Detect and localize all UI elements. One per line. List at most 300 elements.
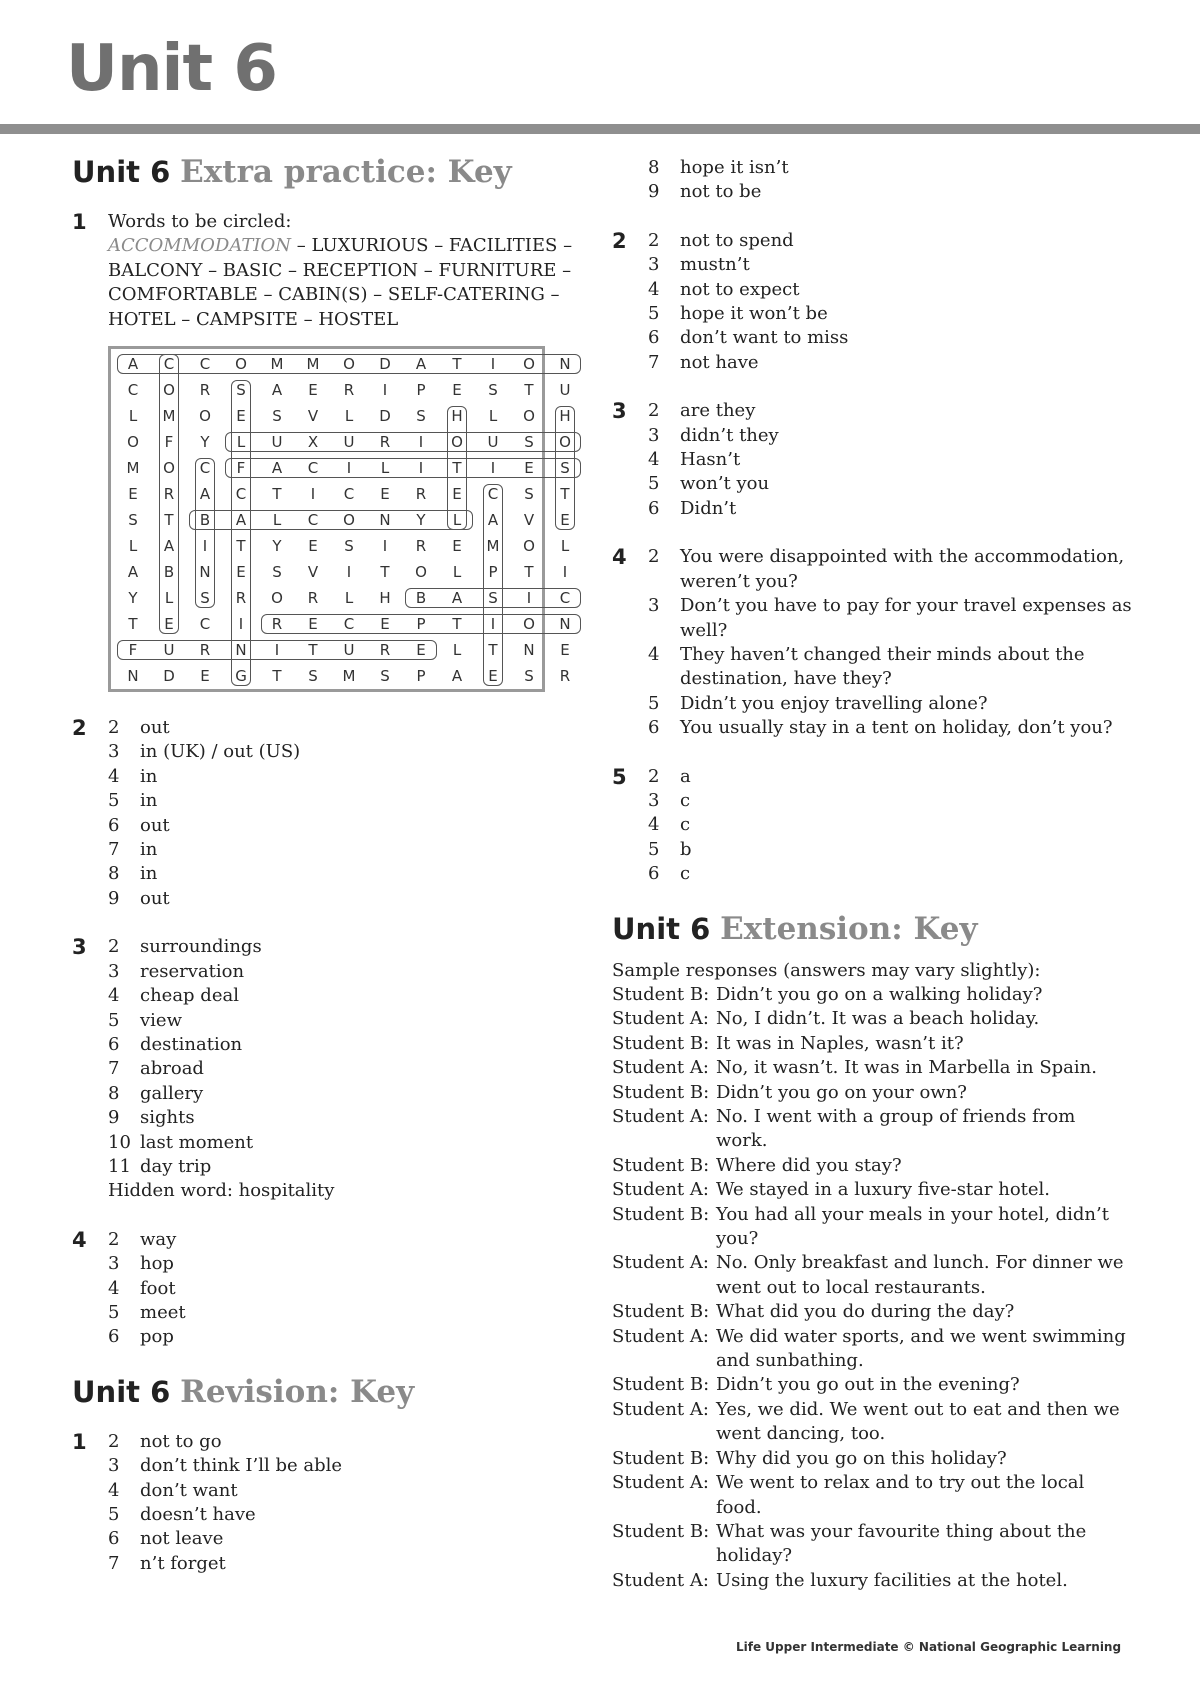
item-text: hope it isn’t xyxy=(680,157,789,178)
grid-letter: T xyxy=(128,615,138,634)
dialogue-line xyxy=(612,1081,1132,1105)
item-text: in xyxy=(140,765,158,787)
dialogue-line xyxy=(612,1251,1132,1300)
answer-list xyxy=(648,545,1132,740)
grid-letter: B xyxy=(163,563,175,582)
circled-words xyxy=(108,234,588,332)
item-text: don’t think I’ll be able xyxy=(140,1455,343,1477)
grid-letter: H xyxy=(451,407,463,426)
answer-item xyxy=(108,1082,592,1106)
dialogue-line xyxy=(612,983,1132,1007)
item-text: in xyxy=(140,839,158,861)
answer-item xyxy=(648,156,1132,180)
item-text: destination xyxy=(140,1033,243,1055)
answer-item xyxy=(648,351,1132,375)
answer-item xyxy=(648,180,1132,204)
grid-letter: E xyxy=(236,407,246,426)
grid-letter: E xyxy=(308,615,318,634)
item-text: day trip xyxy=(140,1155,212,1177)
extension-title: Extension: Key xyxy=(720,910,978,947)
word-outline xyxy=(483,484,503,686)
grid-letter: S xyxy=(488,589,498,608)
grid-letter: S xyxy=(236,381,246,400)
left-column xyxy=(72,150,592,1600)
grid-letter: M xyxy=(126,459,140,478)
item-number: 7 xyxy=(108,1058,120,1080)
extra-unit-label: Unit 6 xyxy=(72,155,171,189)
dialogue-line xyxy=(612,1105,1132,1154)
answer-item xyxy=(648,302,1132,326)
grid-letter: S xyxy=(344,537,354,556)
item-text: hop xyxy=(140,1253,174,1275)
item-number: 3 xyxy=(648,254,660,276)
answer-item xyxy=(108,1325,592,1349)
answer-item xyxy=(108,1479,592,1503)
grid-letter: R xyxy=(235,589,247,608)
item-number: 2 xyxy=(648,400,660,422)
item-text: are they xyxy=(680,400,756,422)
answer-item xyxy=(108,716,592,740)
right-column xyxy=(612,150,1132,1593)
answer-item xyxy=(108,1106,592,1130)
extra-exercise-4 xyxy=(72,1228,592,1350)
grid-letter: I xyxy=(382,537,388,556)
dialogue-text: Didn’t you go on a walking holiday? xyxy=(716,983,1043,1005)
item-number: 8 xyxy=(108,863,120,885)
answer-item xyxy=(108,960,592,984)
item-text: cheap deal xyxy=(140,985,239,1007)
grid-letter: O xyxy=(415,563,427,582)
answer-item xyxy=(108,984,592,1008)
grid-letter: I xyxy=(310,485,316,504)
hidden-word: Hidden word: hospitality xyxy=(108,1180,335,1202)
dialogue-line xyxy=(612,1447,1132,1471)
speaker: Student A: xyxy=(612,1569,709,1591)
grid-letter: A xyxy=(235,511,247,530)
extra-exercise-1 xyxy=(72,210,592,692)
revision-unit-label: Unit 6 xyxy=(72,1374,171,1409)
item-text: out xyxy=(140,887,170,909)
grid-letter: A xyxy=(487,511,499,530)
answer-item xyxy=(108,935,592,959)
item-number: 2 xyxy=(108,1228,120,1250)
item-number: 2 xyxy=(108,1430,120,1452)
grid-letter: E xyxy=(452,381,462,400)
page-title: Unit 6 xyxy=(66,32,277,106)
item-number: 4 xyxy=(108,765,120,787)
dialogue-text: Didn’t you go on your own? xyxy=(716,1081,967,1103)
item-text: won’t you xyxy=(680,473,770,495)
item-number: 3 xyxy=(108,741,120,763)
grid-letter: F xyxy=(128,641,138,660)
grid-letter: X xyxy=(307,433,319,452)
grid-letter: L xyxy=(452,563,462,582)
extension-unit-label: Unit 6 xyxy=(612,911,711,946)
grid-letter: M xyxy=(162,407,176,426)
exercise-number: 4 xyxy=(72,1227,87,1252)
grid-letter: O xyxy=(343,355,355,374)
exercise-number: 3 xyxy=(72,935,87,960)
item-number: 4 xyxy=(108,1479,120,1501)
exercise-number: 1 xyxy=(72,1429,87,1454)
item-text: not have xyxy=(680,351,759,373)
grid-letter: S xyxy=(524,433,534,452)
grid-letter: O xyxy=(163,459,175,478)
answer-item xyxy=(648,472,1132,496)
grid-letter: H xyxy=(559,407,571,426)
grid-letter: D xyxy=(163,667,175,686)
dialogue-text: You had all your meals in your hotel, didn’t you? xyxy=(716,1203,1109,1250)
item-number: 3 xyxy=(648,789,660,811)
grid-letter: C xyxy=(163,355,175,374)
word-outline xyxy=(447,406,467,530)
answer-item xyxy=(648,424,1132,448)
grid-letter: E xyxy=(380,615,390,634)
grid-letter: S xyxy=(524,667,534,686)
grid-letter: L xyxy=(452,641,462,660)
item-number: 5 xyxy=(108,1301,120,1323)
grid-letter: E xyxy=(308,537,318,556)
speaker: Student A: xyxy=(612,1398,709,1420)
grid-letter: T xyxy=(560,485,570,504)
answer-item xyxy=(648,545,1132,594)
dialogue-text: It was in Naples, wasn’t it? xyxy=(716,1032,964,1054)
grid-letter: R xyxy=(415,485,427,504)
answer-item xyxy=(108,1228,592,1252)
grid-letter: I xyxy=(526,589,532,608)
revision-heading xyxy=(72,1370,592,1414)
grid-letter: U xyxy=(559,381,571,400)
item-text: c xyxy=(680,789,691,811)
speaker: Student B: xyxy=(612,1374,710,1396)
item-text: hope it won’t be xyxy=(680,303,828,325)
grid-letter: B xyxy=(415,589,427,608)
dialogue-line xyxy=(612,1154,1132,1178)
answer-list xyxy=(648,399,1132,521)
dialogue-text: Didn’t you go out in the evening? xyxy=(716,1374,1020,1396)
speaker: Student B: xyxy=(612,1447,710,1469)
grid-letter: T xyxy=(272,667,282,686)
word-list: – LUXURIOUS – FACILITIES – BALCONY – BASIC – RECEPTION – FURNITURE – COMFORTABLE – CABIN(S) – SELF-CATERING – HOTEL – CAMPSITE – HOSTEL xyxy=(108,235,573,330)
grid-letter: T xyxy=(308,641,318,660)
grid-letter: D xyxy=(379,355,391,374)
item-number: 2 xyxy=(648,765,660,787)
grid-letter: L xyxy=(344,589,354,608)
answer-item xyxy=(648,643,1132,692)
answer-item xyxy=(108,1131,592,1155)
grid-letter: E xyxy=(164,615,174,634)
dialogue-line xyxy=(612,1471,1132,1520)
grid-letter: T xyxy=(452,615,462,634)
grid-letter: Y xyxy=(272,537,282,556)
grid-letter: R xyxy=(343,381,355,400)
grid-letter: N xyxy=(559,355,571,374)
item-text: b xyxy=(680,838,692,860)
grid-letter: I xyxy=(202,537,208,556)
item-text: didn’t they xyxy=(680,424,779,446)
item-number: 3 xyxy=(108,960,120,982)
grid-letter: C xyxy=(199,459,211,478)
item-number: 7 xyxy=(648,351,660,373)
grid-letter: C xyxy=(307,511,319,530)
word-outline xyxy=(225,432,581,452)
dialogue-line xyxy=(612,1007,1132,1031)
grid-letter: Y xyxy=(416,511,426,530)
grid-letter: E xyxy=(488,667,498,686)
exercise-number: 4 xyxy=(612,545,627,570)
answer-item xyxy=(648,399,1132,423)
answer-item xyxy=(648,326,1132,350)
item-number: 6 xyxy=(648,327,660,349)
word-outline xyxy=(231,380,251,686)
grid-letter: R xyxy=(559,667,571,686)
answer-list xyxy=(648,156,1132,205)
item-number: 5 xyxy=(108,790,120,812)
revision-exercise-4 xyxy=(612,545,1132,740)
answer-item xyxy=(648,229,1132,253)
grid-letter: U xyxy=(487,433,499,452)
grid-letter: M xyxy=(270,355,284,374)
answer-item xyxy=(108,1057,592,1081)
grid-letter: R xyxy=(307,589,319,608)
grid-letter: O xyxy=(451,433,463,452)
grid-letter: L xyxy=(272,511,282,530)
grid-letter: O xyxy=(199,407,211,426)
speaker: Student A: xyxy=(612,1472,709,1494)
answer-item xyxy=(648,862,1132,886)
item-text: don’t want to miss xyxy=(680,327,849,349)
grid-letter: L xyxy=(164,589,174,608)
answer-item xyxy=(108,1430,592,1454)
grid-letter: O xyxy=(235,355,247,374)
item-number: 5 xyxy=(648,692,660,714)
grid-letter: S xyxy=(308,667,318,686)
answer-item xyxy=(108,1527,592,1551)
grid-letter: H xyxy=(379,589,391,608)
answer-item xyxy=(648,448,1132,472)
item-text: pop xyxy=(140,1326,174,1348)
footer-credit: Life Upper Intermediate © National Geographic Learning xyxy=(736,1640,1122,1654)
dialogue-text: We did water sports, and we went swimming and sunbathing. xyxy=(716,1325,1126,1372)
grid-letter: A xyxy=(271,381,283,400)
speaker: Student B: xyxy=(612,1203,710,1225)
grid-letter: O xyxy=(163,381,175,400)
answer-item xyxy=(648,594,1132,643)
word-outline xyxy=(195,458,215,608)
answer-item xyxy=(108,740,592,764)
grid-letter: T xyxy=(272,485,282,504)
dialogue-text: We went to relax and to try out the local food. xyxy=(716,1472,1085,1518)
item-text: not to be xyxy=(680,181,762,203)
grid-letter: C xyxy=(127,381,139,400)
exercise-number: 2 xyxy=(72,716,87,741)
item-number: 4 xyxy=(648,814,660,836)
grid-letter: I xyxy=(238,615,244,634)
revision-title: Revision: Key xyxy=(180,1373,415,1410)
item-number: 6 xyxy=(108,1326,120,1348)
item-number: 5 xyxy=(648,303,660,325)
grid-letter: I xyxy=(490,355,496,374)
item-number: 6 xyxy=(108,1528,120,1550)
word-outline xyxy=(261,614,581,634)
grid-letter: E xyxy=(560,511,570,530)
item-number: 3 xyxy=(108,1455,120,1477)
grid-letter: Y xyxy=(128,589,138,608)
item-text: not to expect xyxy=(680,278,800,300)
answer-list xyxy=(108,1228,592,1350)
grid-letter: L xyxy=(488,407,498,426)
grid-letter: C xyxy=(199,355,211,374)
dialogue-line xyxy=(612,1203,1132,1252)
grid-letter: R xyxy=(199,381,211,400)
grid-letter: O xyxy=(559,433,571,452)
grid-letter: A xyxy=(451,589,463,608)
speaker: Student B: xyxy=(612,1301,710,1323)
grid-letter: I xyxy=(346,563,352,582)
answer-item xyxy=(108,1454,592,1478)
grid-letter: I xyxy=(490,459,496,478)
speaker: Student A: xyxy=(612,1008,709,1030)
answer-item xyxy=(108,862,592,886)
speaker: Student B: xyxy=(612,1154,710,1176)
answer-item xyxy=(648,765,1132,789)
dialogue-text: Why did you go on this holiday? xyxy=(716,1447,1007,1469)
dialogue-text: No, I didn’t. It was a beach holiday. xyxy=(716,1008,1040,1030)
answer-item xyxy=(108,789,592,813)
item-text: Didn’t you enjoy travelling alone? xyxy=(680,692,988,714)
grid-letter: S xyxy=(488,381,498,400)
dialogue-text: No. I went with a group of friends from work. xyxy=(716,1106,1076,1152)
grid-letter: C xyxy=(343,485,355,504)
grid-letter: I xyxy=(382,381,388,400)
speaker: Student A: xyxy=(612,1252,709,1274)
grid-letter: S xyxy=(416,407,426,426)
grid-letter: R xyxy=(271,615,283,634)
answer-item xyxy=(108,1301,592,1325)
extension-intro: Sample responses (answers may vary slightly): xyxy=(612,959,1041,981)
grid-letter: R xyxy=(379,641,391,660)
grid-letter: T xyxy=(380,563,390,582)
extra-exercise-2 xyxy=(72,716,592,911)
grid-letter: I xyxy=(346,459,352,478)
revision-exercise-5 xyxy=(612,765,1132,887)
grid-letter: E xyxy=(452,485,462,504)
grid-letter: N xyxy=(199,563,211,582)
grid-letter: U xyxy=(163,641,175,660)
extra-exercise-3 xyxy=(72,935,592,1203)
answer-item xyxy=(648,497,1132,521)
dialogue xyxy=(612,983,1132,1593)
answer-list xyxy=(108,1430,592,1576)
exercise-number: 1 xyxy=(72,210,87,234)
item-number: 4 xyxy=(108,1277,120,1299)
grid-letter: A xyxy=(127,355,139,374)
item-number: 6 xyxy=(648,863,660,885)
item-number: 3 xyxy=(648,595,660,617)
item-number: 2 xyxy=(648,546,660,568)
grid-letter: L xyxy=(380,459,390,478)
grid-letter: F xyxy=(236,459,246,478)
item-text: in (UK) / out (US) xyxy=(140,741,301,763)
item-number: 5 xyxy=(108,1504,120,1525)
grid-letter: L xyxy=(236,433,246,452)
grid-letter: S xyxy=(128,511,138,530)
speaker: Student A: xyxy=(612,1325,709,1347)
speaker: Student A: xyxy=(612,1106,709,1127)
answer-list xyxy=(108,716,592,911)
grid-letter: R xyxy=(163,485,175,504)
extra-practice-heading xyxy=(72,150,592,194)
grid-letter: U xyxy=(271,433,283,452)
item-text: Hasn’t xyxy=(680,449,741,471)
grid-letter: A xyxy=(271,459,283,478)
dialogue-line xyxy=(612,1569,1132,1593)
grid-letter: A xyxy=(163,537,175,556)
grid-letter: O xyxy=(343,511,355,530)
item-number: 7 xyxy=(108,839,120,861)
item-text: sights xyxy=(140,1107,195,1129)
revision-exercise-1 xyxy=(72,1430,592,1576)
grid-letter: C xyxy=(559,589,571,608)
item-number: 2 xyxy=(648,229,660,251)
answer-list xyxy=(648,765,1132,887)
item-number: 11 xyxy=(108,1155,131,1177)
item-text: in xyxy=(140,863,158,885)
grid-letter: C xyxy=(199,615,211,634)
item-text: not leave xyxy=(140,1528,224,1550)
item-number: 5 xyxy=(648,473,660,495)
answer-item xyxy=(108,1155,592,1179)
item-text: in xyxy=(140,790,158,812)
grid-letter: O xyxy=(271,589,283,608)
dialogue-text: Where did you stay? xyxy=(716,1154,902,1176)
answer-item xyxy=(648,789,1132,813)
answer-item xyxy=(648,813,1132,837)
item-number: 6 xyxy=(648,717,660,739)
speaker: Student A: xyxy=(612,1179,709,1201)
grid-letter: A xyxy=(451,667,463,686)
grid-letter: U xyxy=(343,641,355,660)
dialogue-line xyxy=(612,1178,1132,1202)
item-text: don’t want xyxy=(140,1479,238,1501)
grid-letter: E xyxy=(200,667,210,686)
word-outline xyxy=(159,354,179,634)
grid-letter: E xyxy=(416,641,426,660)
item-number: 10 xyxy=(108,1131,131,1153)
answer-item xyxy=(648,278,1132,302)
exercise-number: 2 xyxy=(612,228,627,253)
grid-letter: L xyxy=(128,537,138,556)
dialogue-text: What was your favourite thing about the holiday? xyxy=(716,1520,1087,1567)
dialogue-line xyxy=(612,1325,1132,1374)
circled-intro: Words to be circled: xyxy=(108,211,292,232)
item-text: They haven’t changed their minds about the destination, have they? xyxy=(680,643,1085,690)
item-text: surroundings xyxy=(140,936,262,958)
grid-letter: O xyxy=(523,537,535,556)
grid-letter: U xyxy=(343,433,355,452)
item-number: 9 xyxy=(108,1107,120,1129)
grid-letter: I xyxy=(418,459,424,478)
word-search-grid xyxy=(108,346,571,692)
grid-letter: E xyxy=(236,563,246,582)
grid-letter: P xyxy=(416,615,426,634)
grid-letter: N xyxy=(559,615,571,634)
grid-letter: L xyxy=(560,537,570,556)
extra-title: Extra practice: Key xyxy=(180,154,512,190)
item-number: 6 xyxy=(108,1033,120,1055)
extension-content xyxy=(612,959,1132,1594)
item-number: 9 xyxy=(108,887,120,909)
